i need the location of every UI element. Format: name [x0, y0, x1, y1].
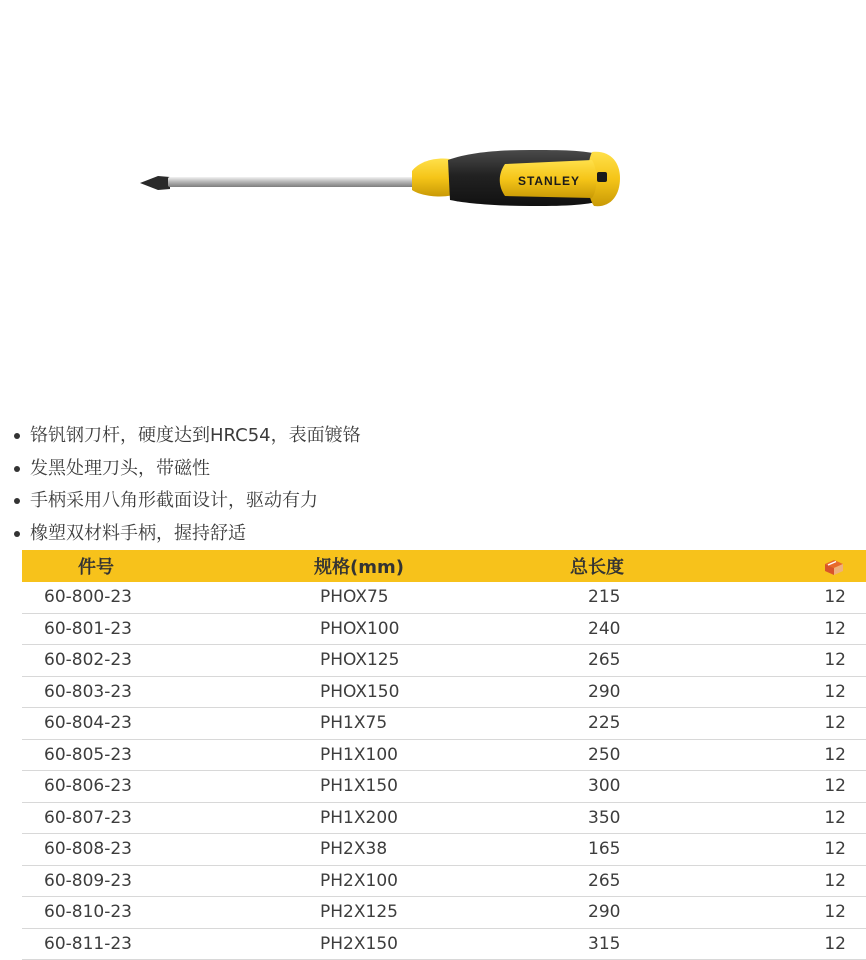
cell-part-number: 60-801-23 [22, 613, 288, 645]
table-row [22, 708, 866, 740]
cell-total-length: 165 [524, 834, 776, 866]
cell-spec: PHOX75 [288, 582, 524, 613]
cell-pack-qty: 12 [776, 771, 866, 803]
cell-spec: PHOX125 [288, 645, 524, 677]
cell-total-length: 290 [524, 676, 776, 708]
cell-spec: PH2X100 [288, 865, 524, 897]
cell-total-length: 290 [524, 897, 776, 929]
cell-spec: PH1X200 [288, 802, 524, 834]
cell-part-number: 60-802-23 [22, 645, 288, 677]
header-pack-qty [776, 550, 866, 582]
cell-spec: PH1X150 [288, 771, 524, 803]
cell-pack-qty: 12 [776, 613, 866, 645]
cell-spec: PH1X75 [288, 708, 524, 740]
feature-item: 手柄采用八角形截面设计，驱动有力 [14, 485, 734, 518]
cell-total-length: 300 [524, 771, 776, 803]
cell-total-length: 250 [524, 739, 776, 771]
table-row [22, 897, 866, 929]
cell-spec: PH2X125 [288, 897, 524, 929]
table-row [22, 739, 866, 771]
cell-pack-qty: 12 [776, 865, 866, 897]
table-row [22, 676, 866, 708]
cell-total-length: 265 [524, 645, 776, 677]
table-row [22, 582, 866, 613]
cell-total-length: 240 [524, 613, 776, 645]
cell-spec: PH1X100 [288, 739, 524, 771]
box-icon [822, 557, 846, 577]
cell-part-number: 60-810-23 [22, 897, 288, 929]
table-row [22, 613, 866, 645]
cell-pack-qty: 12 [776, 928, 866, 960]
table-header-row [22, 550, 866, 582]
header-spec: 规格(mm) [314, 557, 404, 578]
cell-part-number: 60-800-23 [22, 582, 288, 613]
cell-pack-qty: 12 [776, 676, 866, 708]
cell-spec: PHOX100 [288, 613, 524, 645]
table-row [22, 834, 866, 866]
cell-part-number: 60-804-23 [22, 708, 288, 740]
bullet-icon [14, 433, 20, 439]
cell-total-length: 225 [524, 708, 776, 740]
cell-spec: PH2X38 [288, 834, 524, 866]
cell-pack-qty: 12 [776, 897, 866, 929]
screwdriver-tip [140, 176, 170, 190]
cell-spec: PH2X150 [288, 928, 524, 960]
screwdriver-shaft [168, 177, 418, 187]
cell-part-number: 60-807-23 [22, 802, 288, 834]
table-row [22, 645, 866, 677]
cell-pack-qty: 12 [776, 739, 866, 771]
cell-pack-qty: 12 [776, 834, 866, 866]
bullet-icon [14, 531, 20, 537]
cell-part-number: 60-811-23 [22, 928, 288, 960]
table-row [22, 865, 866, 897]
cell-pack-qty: 12 [776, 708, 866, 740]
brand-logo: STANLEY [517, 174, 581, 188]
table-row [22, 928, 866, 960]
feature-item: 铬钒钢刀杆，硬度达到HRC54，表面镀铬 [14, 420, 734, 453]
feature-item: 发黑处理刀头，带磁性 [14, 453, 734, 486]
bullet-icon [14, 466, 20, 472]
product-image [0, 0, 750, 400]
spec-table [22, 550, 866, 960]
header-part-number: 件号 [78, 557, 114, 578]
cell-pack-qty: 12 [776, 645, 866, 677]
feature-list [14, 420, 734, 550]
screwdriver-illustration [0, 0, 750, 400]
cell-part-number: 60-803-23 [22, 676, 288, 708]
cell-pack-qty: 12 [776, 582, 866, 613]
cell-pack-qty: 12 [776, 802, 866, 834]
cell-part-number: 60-806-23 [22, 771, 288, 803]
hang-hole [597, 172, 607, 182]
cell-total-length: 315 [524, 928, 776, 960]
cell-part-number: 60-808-23 [22, 834, 288, 866]
header-total-length: 总长度 [570, 557, 624, 578]
table-row [22, 771, 866, 803]
cell-part-number: 60-805-23 [22, 739, 288, 771]
bullet-icon [14, 498, 20, 504]
cell-total-length: 215 [524, 582, 776, 613]
cell-part-number: 60-809-23 [22, 865, 288, 897]
cell-total-length: 350 [524, 802, 776, 834]
cell-total-length: 265 [524, 865, 776, 897]
table-row [22, 802, 866, 834]
cell-spec: PHOX150 [288, 676, 524, 708]
feature-item: 橡塑双材料手柄，握持舒适 [14, 518, 734, 551]
